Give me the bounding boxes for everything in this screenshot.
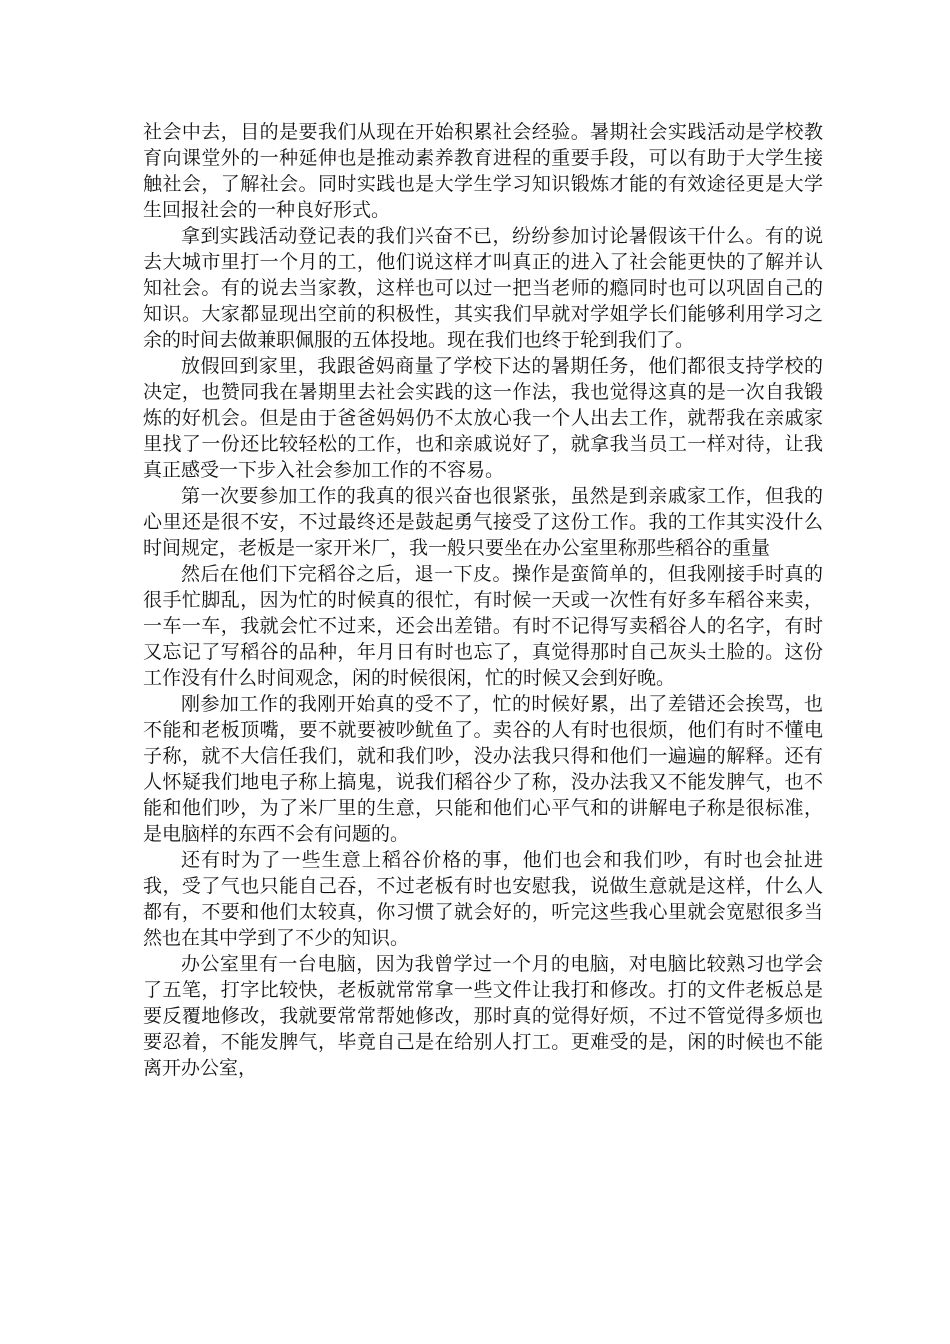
paragraph: 办公室里有一台电脑，因为我曾学过一个月的电脑，对电脑比较熟习也学会了五笔，打字比较快，老板就常常拿一些文件让我打和修改。打的文件老板总是要反覆地修改，我就要常常帮她修改，那时真的觉得好烦，不过不管觉得多烦也要忍着，不能发脾气，毕竟自己是在给别人打工。更难受的是，闲的时候也不能离开办公室， <box>143 953 823 1079</box>
paragraph: 拿到实践活动登记表的我们兴奋不已，纷纷参加讨论暑假该干什么。有的说去大城市里打一个月的工，他们说这样才叫真正的进入了社会能更快的了解并认知社会。有的说去当家教，这样也可以过一把当老师的瘾同时也可以巩固自己的知识。大家都显现出空前的积极性，其实我们早就对学姐学长们能够利用学习之余的时间去做兼职佩服的五体投地。现在我们也终于轮到我们了。 <box>143 225 823 351</box>
document-page <box>143 119 823 1081</box>
paragraph: 第一次要参加工作的我真的很兴奋也很紧张，虽然是到亲戚家工作，但我的心里还是很不安，不过最终还是鼓起勇气接受了这份工作。我的工作其实没什么时间规定，老板是一家开米厂，我一般只要坐在办公室里称那些稻谷的重量 <box>143 485 823 559</box>
paragraph: 刚参加工作的我刚开始真的受不了，忙的时候好累，出了差错还会挨骂，也不能和老板顶嘴，要不就要被吵鱿鱼了。卖谷的人有时也很烦，他们有时不懂电子称，就不大信任我们，就和我们吵，没办法我只得和他们一遍遍的解释。还有人怀疑我们地电子称上搞鬼，说我们稻谷少了称，没办法我又不能发脾气，也不能和他们吵，为了米厂里的生意，只能和他们心平气和的讲解电子称是很标准，是电脑样的东西不会有问题的。 <box>143 693 823 845</box>
paragraph: 放假回到家里，我跟爸妈商量了学校下达的暑期任务，他们都很支持学校的决定，也赞同我在暑期里去社会实践的这一作法，我也觉得这真的是一次自我锻炼的好机会。但是由于爸爸妈妈仍不太放心我一个人出去工作，就帮我在亲戚家里找了一份还比较轻松的工作，也和亲戚说好了，就拿我当员工一样对待，让我真正感受一下步入社会参加工作的不容易。 <box>143 355 823 481</box>
paragraph: 然后在他们下完稻谷之后，退一下皮。操作是蛮简单的，但我刚接手时真的很手忙脚乱，因为忙的时候真的很忙，有时候一天或一次性有好多车稻谷来卖，一车一车，我就会忙不过来，还会出差错。有时不记得写卖稻谷人的名字，有时又忘记了写稻谷的品种，年月日有时也忘了，真觉得那时自己灰头土脸的。这份工作没有什么时间观念，闲的时候很闲，忙的时候又会到好晚。 <box>143 563 823 689</box>
paragraph: 社会中去，目的是要我们从现在开始积累社会经验。暑期社会实践活动是学校教育向课堂外的一种延伸也是推动素养教育进程的重要手段，可以有助于大学生接触社会，了解社会。同时实践也是大学生学习知识锻炼才能的有效途径更是大学生回报社会的一种良好形式。 <box>143 121 823 221</box>
paragraph: 还有时为了一些生意上稻谷价格的事，他们也会和我们吵，有时也会扯进我，受了气也只能自己吞，不过老板有时也安慰我，说做生意就是这样，什么人都有，不要和他们太较真，你习惯了就会好的，听完这些我心里就会宽慰很多当然也在其中学到了不少的知识。 <box>143 849 823 949</box>
